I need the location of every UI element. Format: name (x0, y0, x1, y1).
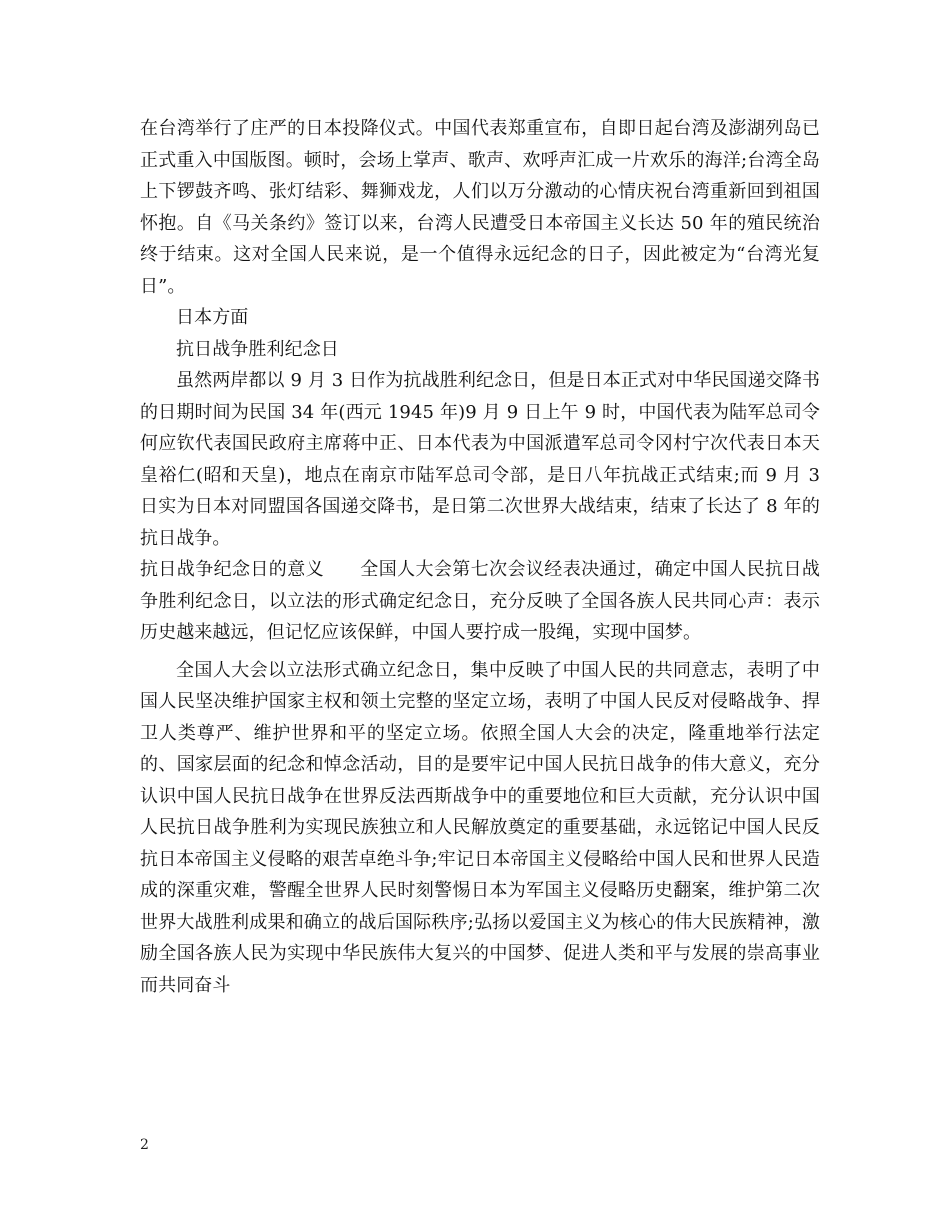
significance-heading: 抗日战争纪念日的意义 (140, 559, 324, 580)
page-number: 2 (140, 1137, 149, 1153)
heading-victory-day: 抗日战争胜利纪念日 (176, 338, 339, 360)
paragraph-taiwan-retrocession: 在台湾举行了庄严的日本投降仪式。中国代表郑重宣布，自即日起台湾及澎湖列岛已正式重入中国版图。顿时，会场上掌声、歌声、欢呼声汇成一片欢乐的海洋;台湾全岛上下锣鼓齐鸣、张灯结彩、舞狮戏龙，人们以万分激动的心情庆祝台湾重新回到祖国怀抱。自《马关条约》签订以来，台湾人民遭受日本帝国主义长达 50 年的殖民统治终于结束。这对全国人民来说，是一个值得永远纪念的日子，因此被定为“台湾光复日”。 (140, 118, 820, 297)
paragraph-significance (140, 554, 820, 649)
paragraph-surrender-details: 虽然两岸都以 9 月 3 日作为抗战胜利纪念日，但是日本正式对中华民国递交降书的日期时间为民国 34 年(西元 1945 年)9 月 9 日上午 9 时，中国代表为陆军总司令何应钦代表国民政府主席蒋中正、日本代表为中国派遣军总司令冈村宁次代表日本天皇裕仁(昭和天皇)，地点在南京市陆军总司令部，是日八年抗战正式结束;而 9 月 3 日实为日本对同盟国各国递交降书，是日第二次世界大战结束，结束了长达了 8 年的抗日战争。 (140, 370, 820, 549)
paragraph-legislation: 全国人大会以立法形式确立纪念日，集中反映了中国人民的共同意志，表明了中国人民坚决维护国家主权和领土完整的坚定立场，表明了中国人民反对侵略战争、捍卫人类尊严、维护世界和平的坚定立场。依照全国人大会的决定，隆重地举行法定的、国家层面的纪念和悼念活动，目的是要牢记中国人民抗日战争的伟大意义，充分认识中国人民抗日战争在世界反法西斯战争中的重要地位和巨大贡献，充分认识中国人民抗日战争胜利为实现民族独立和人民解放奠定的重要基础，永远铭记中国人民反抗日本帝国主义侵略的艰苦卓绝斗争;牢记日本帝国主义侵略给中国人民和世界人民造成的深重灾难，警醒全世界人民时刻警惕日本为军国主义侵略历史翻案，维护第二次世界大战胜利成果和确立的战后国际秩序;弘扬以爱国主义为核心的伟大民族精神，激励全国各族人民为实现中华民族伟大复兴的中国梦、促进人类和平与发展的崇高事业而共同奋斗 (140, 659, 820, 996)
significance-text: 全国人大会第七次会议经表决通过，确定中国人民抗日战争胜利纪念日，以立法的形式确定纪念日，充分反映了全国各族人民共同心声：表示历史越来越远，但记忆应该保鲜，中国人要拧成一股绳，实现中国梦。 (140, 559, 820, 643)
document-body (140, 113, 820, 1001)
heading-japan-side: 日本方面 (176, 307, 249, 328)
